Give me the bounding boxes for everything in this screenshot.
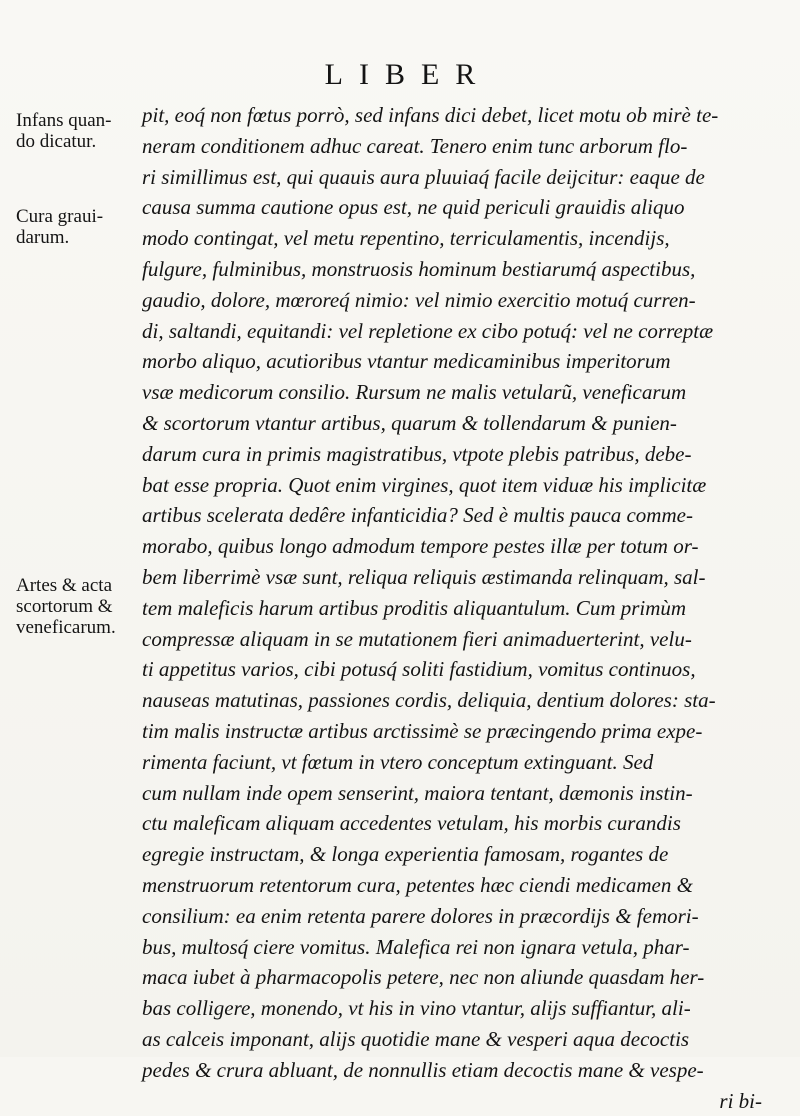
text-line: rimenta faciunt, vt fœtum in vtero conceptum extinguant. Sed — [142, 747, 782, 778]
text-line: vsæ medicorum consilio. Rursum ne malis vetularũ, veneficarum — [142, 377, 782, 408]
margin-note-line: Infans quan- — [16, 110, 112, 131]
margin-note-cura — [16, 206, 103, 248]
margin-note-artes — [16, 575, 116, 638]
text-line: morabo, quibus longo admodum tempore pestes illæ per totum or- — [142, 531, 782, 562]
main-text-block — [142, 100, 782, 1116]
margin-note-line: Artes & acta — [16, 575, 116, 596]
text-line: ri bi- — [142, 1086, 782, 1116]
text-line: pit, eoq́ non fœtus porrò, sed infans dici debet, licet motu ob mirè te- — [142, 100, 782, 131]
text-line: gaudio, dolore, mœroreq́ nimio: vel nimio exercitio motuq́ curren- — [142, 285, 782, 316]
text-line: ri simillimus est, qui quauis aura pluuiaq́ facile deijcitur: eaque de — [142, 162, 782, 193]
margin-note-line: veneficarum. — [16, 617, 116, 638]
text-line: as calceis imponant, alijs quotidie mane & vesperi aqua decoctis — [142, 1024, 782, 1055]
text-line: neram conditionem adhuc careat. Tenero enim tunc arborum flo- — [142, 131, 782, 162]
margin-note-infans — [16, 110, 112, 152]
margin-note-line: darum. — [16, 227, 103, 248]
text-line: tim malis instructæ artibus arctissimè se præcingendo prima expe- — [142, 716, 782, 747]
text-line: causa summa cautione opus est, ne quid periculi grauidis aliquo — [142, 192, 782, 223]
text-line: & scortorum vtantur artibus, quarum & tollendarum & punien- — [142, 408, 782, 439]
text-line: pedes & crura abluant, de nonnullis etiam decoctis mane & vespe- — [142, 1055, 782, 1086]
text-line: di, saltandi, equitandi: vel repletione ex cibo potuq́: vel ne correptæ — [142, 316, 782, 347]
text-line: egregie instructam, & longa experientia famosam, rogantes de — [142, 839, 782, 870]
margin-note-line: Cura graui- — [16, 206, 103, 227]
text-line: modo contingat, vel metu repentino, terriculamentis, incendijs, — [142, 223, 782, 254]
text-line: bas colligere, monendo, vt his in vino vtantur, alijs suffiantur, ali- — [142, 993, 782, 1024]
text-line: menstruorum retentorum cura, petentes hæc ciendi medicamen & — [142, 870, 782, 901]
text-line: bat esse propria. Quot enim virgines, quot item viduæ his implicitæ — [142, 470, 782, 501]
text-line: darum cura in primis magistratibus, vtpote plebis patribus, debe- — [142, 439, 782, 470]
text-line: consilium: ea enim retenta parere dolores in præcordijs & femori- — [142, 901, 782, 932]
text-line: cum nullam inde opem senserint, maiora tentant, dæmonis instin- — [142, 778, 782, 809]
margin-note-line: do dicatur. — [16, 131, 112, 152]
text-line: maca iubet à pharmacopolis petere, nec non aliunde quasdam her- — [142, 962, 782, 993]
text-line: fulgure, fulminibus, monstruosis hominum bestiarumq́ aspectibus, — [142, 254, 782, 285]
margin-note-line: scortorum & — [16, 596, 116, 617]
text-line: ti appetitus varios, cibi potusq́ soliti fastidium, vomitus continuos, — [142, 654, 782, 685]
text-line: compressæ aliquam in se mutationem fieri animaduerterint, velu- — [142, 624, 782, 655]
text-line: ctu maleficam aliquam accedentes vetulam, his morbis curandis — [142, 808, 782, 839]
text-line: nauseas matutinas, passiones cordis, deliquia, dentium dolores: sta- — [142, 685, 782, 716]
text-line: bus, multosq́ ciere vomitus. Malefica rei non ignara vetula, phar- — [142, 932, 782, 963]
text-line: morbo aliquo, acutioribus vtantur medicaminibus imperitorum — [142, 346, 782, 377]
text-line: tem maleficis harum artibus proditis aliquantulum. Cum primùm — [142, 593, 782, 624]
text-line: bem liberrimè vsæ sunt, reliqua reliquis æstimanda relinquam, sal- — [142, 562, 782, 593]
running-head: LIBER — [0, 58, 800, 92]
text-line: artibus scelerata dedêre infanticidia? Sed è multis pauca comme- — [142, 500, 782, 531]
